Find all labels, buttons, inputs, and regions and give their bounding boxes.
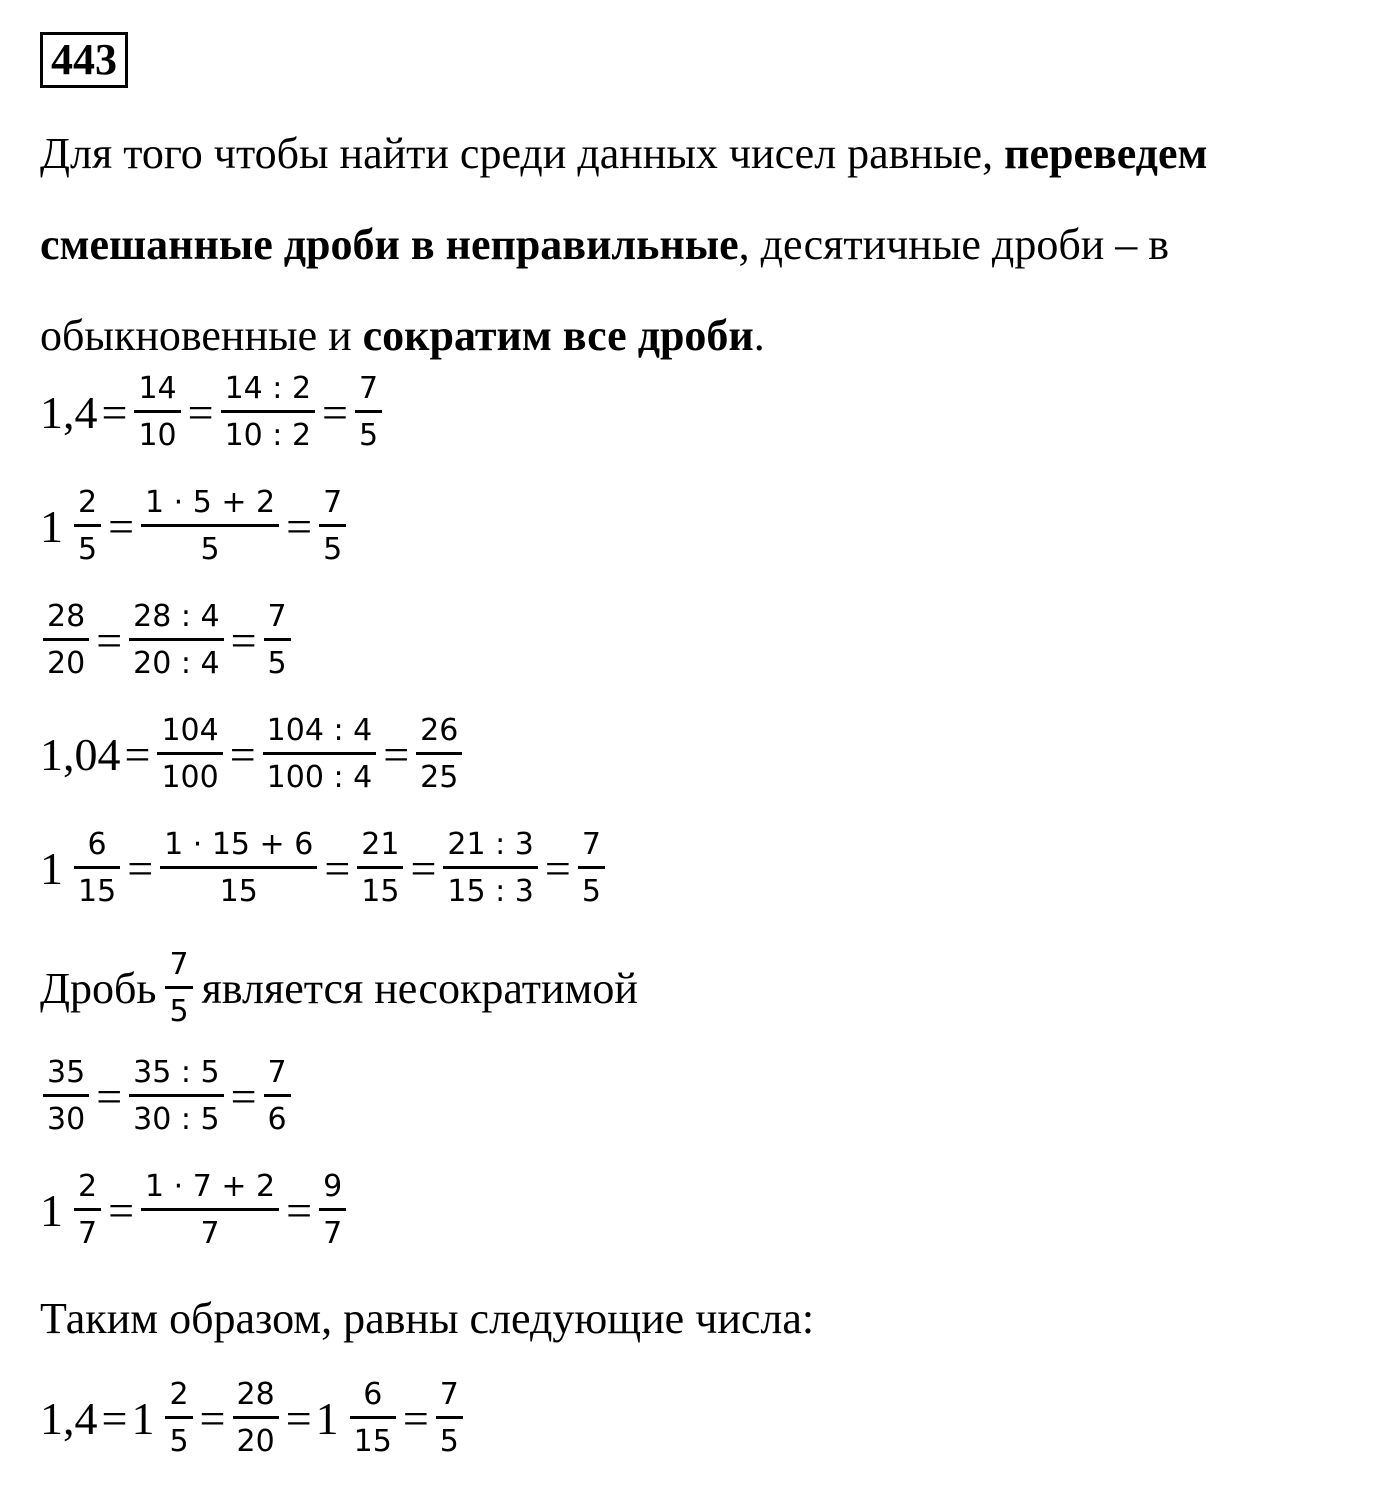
denominator: 10 [138, 417, 177, 453]
fraction [350, 1376, 396, 1459]
final-equality [40, 1370, 466, 1466]
fraction [43, 598, 89, 681]
denominator: 7 [323, 1215, 343, 1251]
fraction [357, 826, 403, 909]
intro-bold-1: переведем смешанные дроби в неправильные [40, 129, 1208, 269]
equals-sign: = [101, 1392, 128, 1444]
equation-mixed-1-6-15 [40, 820, 608, 916]
eq4-lhs: 1,04 [40, 728, 121, 780]
equals-sign: = [101, 386, 128, 438]
equation-35-30 [40, 1048, 294, 1144]
equals-sign: = [199, 1392, 226, 1444]
equals-sign: = [402, 1392, 429, 1444]
fraction [165, 946, 192, 1029]
fraction [141, 1168, 279, 1251]
numerator: 7 [264, 1058, 291, 1097]
equals-sign: = [383, 728, 410, 780]
fraction [165, 1376, 192, 1459]
whole-part: 1 [40, 500, 63, 552]
equals-sign: = [230, 614, 257, 666]
numerator: 1 · 7 + 2 [141, 1172, 279, 1211]
numerator: 35 [43, 1058, 89, 1097]
whole-part: 1 [131, 1392, 155, 1444]
denominator: 20 [236, 1423, 275, 1459]
equals-sign: = [127, 842, 154, 894]
numerator: 26 [416, 716, 462, 755]
numerator: 6 [350, 1380, 396, 1419]
fraction [436, 1376, 463, 1459]
numerator: 2 [74, 488, 101, 527]
fraction [74, 1168, 101, 1251]
denominator: 6 [267, 1101, 287, 1137]
denominator: 10 : 2 [224, 417, 312, 453]
fraction [160, 826, 317, 909]
whole-part: 1 [40, 842, 63, 894]
fraction [74, 484, 101, 567]
final-lhs: 1,4 [40, 1392, 98, 1444]
whole-part: 1 [315, 1392, 339, 1444]
denominator: 20 : 4 [133, 645, 220, 681]
equation-28-20 [40, 592, 294, 688]
numerator: 104 : 4 [263, 716, 377, 755]
numerator: 7 [436, 1380, 463, 1419]
numerator: 14 : 2 [221, 374, 315, 413]
numerator: 28 : 4 [129, 602, 223, 641]
equals-sign: = [187, 386, 214, 438]
denominator: 5 [359, 417, 379, 453]
intro-bold-2: сократим все дроби [362, 311, 754, 360]
numerator: 104 [157, 716, 222, 755]
denominator: 5 [581, 873, 601, 909]
denominator: 15 [78, 873, 117, 909]
intro-paragraph [40, 108, 1380, 381]
eq1-lhs: 1,4 [40, 386, 98, 438]
intro-text-2: , десятичные дроби – в обыкновенные и [40, 220, 1170, 360]
problem-number: 443 [40, 32, 128, 88]
denominator: 15 [353, 1423, 392, 1459]
fraction [157, 712, 222, 795]
conclusion-text: Таким образом, равны следующие числа: [40, 1293, 815, 1343]
fraction [74, 826, 120, 909]
equals-sign: = [286, 500, 313, 552]
denominator: 5 [439, 1423, 459, 1459]
intro-text-1: Для того чтобы найти среди данных чисел равные, [40, 129, 1005, 178]
denominator: 30 [47, 1101, 86, 1137]
numerator: 21 : 3 [443, 830, 537, 869]
equals-sign: = [285, 1392, 312, 1444]
numerator: 21 [357, 830, 403, 869]
denominator: 20 [47, 645, 86, 681]
fraction [578, 826, 605, 909]
fraction [264, 598, 291, 681]
numerator: 14 [134, 374, 180, 413]
numerator: 1 · 5 + 2 [141, 488, 279, 527]
numerator: 7 [578, 830, 605, 869]
numerator: 7 [165, 950, 192, 989]
irreducible-note [40, 940, 638, 1036]
fraction [134, 370, 180, 453]
fraction [319, 484, 346, 567]
intro-text-3: . [753, 311, 765, 360]
numerator: 7 [264, 602, 291, 641]
numerator: 35 : 5 [129, 1058, 223, 1097]
equals-sign: = [230, 1070, 257, 1122]
denominator: 100 : 4 [266, 759, 373, 795]
equals-sign: = [544, 842, 571, 894]
denominator: 7 [200, 1215, 220, 1251]
fraction [443, 826, 537, 909]
denominator: 15 [361, 873, 400, 909]
note-suffix: является несократимой [201, 963, 638, 1013]
fraction [43, 1054, 89, 1137]
equals-sign: = [124, 728, 151, 780]
denominator: 15 : 3 [447, 873, 534, 909]
fraction [221, 370, 315, 453]
equals-sign: = [286, 1184, 313, 1236]
numerator: 28 [43, 602, 89, 641]
denominator: 5 [267, 645, 287, 681]
denominator: 5 [200, 531, 220, 567]
numerator: 1 · 15 + 6 [160, 830, 317, 869]
equation-mixed-1-2-5 [40, 478, 349, 574]
denominator: 5 [169, 993, 189, 1029]
fraction [263, 712, 377, 795]
denominator: 100 [161, 759, 219, 795]
fraction [264, 1054, 291, 1137]
numerator: 7 [355, 374, 382, 413]
fraction [141, 484, 279, 567]
equation-decimal-1-04 [40, 706, 465, 802]
equals-sign: = [324, 842, 351, 894]
note-prefix: Дробь [40, 963, 157, 1013]
numerator: 6 [74, 830, 120, 869]
denominator: 5 [323, 531, 343, 567]
equals-sign: = [108, 1184, 135, 1236]
numerator: 2 [165, 1380, 192, 1419]
denominator: 5 [78, 531, 98, 567]
equals-sign: = [96, 1070, 123, 1122]
equals-sign: = [108, 500, 135, 552]
numerator: 9 [319, 1172, 346, 1211]
equals-sign: = [322, 386, 348, 438]
equals-sign: = [96, 614, 123, 666]
fraction [129, 1054, 223, 1137]
fraction [233, 1376, 279, 1459]
equals-sign: = [410, 842, 437, 894]
denominator: 5 [169, 1423, 189, 1459]
equals-sign: = [229, 728, 256, 780]
numerator: 7 [319, 488, 346, 527]
whole-part: 1 [40, 1184, 63, 1236]
denominator: 7 [78, 1215, 98, 1251]
fraction [416, 712, 462, 795]
denominator: 15 [219, 873, 258, 909]
numerator: 28 [233, 1380, 279, 1419]
equation-decimal-1-4 [40, 364, 385, 460]
fraction [129, 598, 223, 681]
fraction [319, 1168, 346, 1251]
numerator: 2 [74, 1172, 101, 1211]
denominator: 25 [420, 759, 459, 795]
denominator: 30 : 5 [133, 1101, 220, 1137]
equation-mixed-1-2-7 [40, 1162, 349, 1258]
fraction [355, 370, 382, 453]
